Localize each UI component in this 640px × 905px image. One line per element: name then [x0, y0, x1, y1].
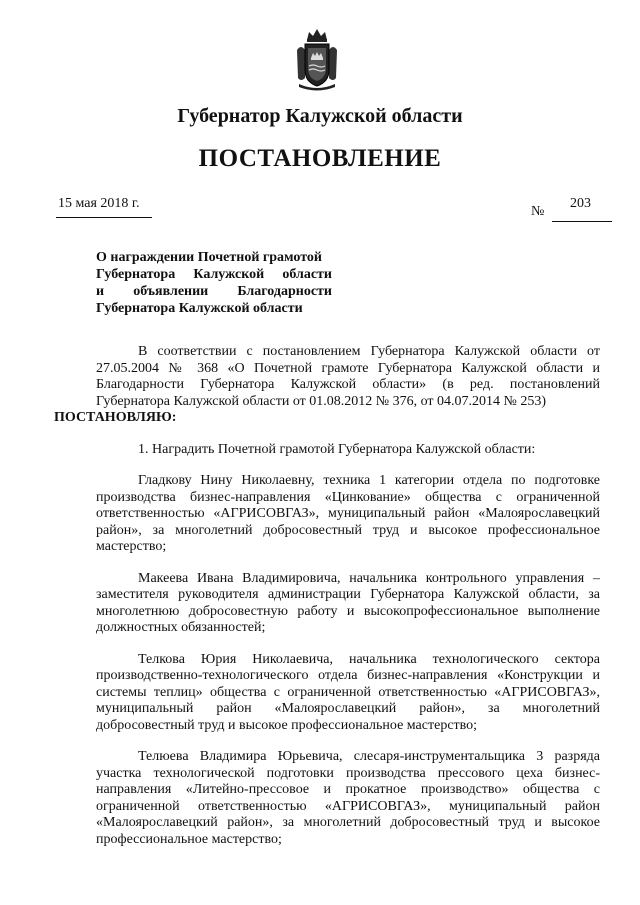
number-sign: №: [531, 204, 545, 219]
subject-line: Губернатора Калужской области: [96, 267, 332, 282]
preamble-text: В соответствии с постановлением Губернатора Калужской области от 27.05.2004 № 368 «О Почетной грамоте Губернатора Калужской области и Благодарности Губернатора Калужской области» (в ред. постановлений Губернатора Калужской области от 01.08.2012 № 376, от 04.07.2014 № 253): [96, 344, 600, 409]
awardee-paragraph: Телюева Владимира Юрьевича, слесаря-инструментальщика 3 разряда участка технологической подготовки производства прессового цеха бизнес-направления «Литейно-прессовое и прокатное производство» общества с ограниченной ответственностью «АГРИСОВГАЗ», муниципальный район «Малоярославецкий район», за многолетний добросовестный труд и высокое профессиональное мастерство;: [96, 749, 600, 847]
document-type: ПОСТАНОВЛЕНИЕ: [198, 145, 442, 172]
coat-of-arms-icon: [295, 26, 339, 92]
document-number: 203: [570, 196, 591, 211]
awardee-paragraph: Макеева Ивана Владимировича, начальника контрольного управления – заместителя руководителя администрации Губернатора Калужской области, за многолетнюю добросовестную работу и высокопрофессиональное выполнение должностных обязанностей;: [96, 570, 600, 635]
awardee-paragraph: Телкова Юрия Николаевича, начальника технологического сектора производственно-технологического отдела бизнес-направления «Конструкции и системы теплиц» общества с ограниченной ответственностью «АГРИСОВГАЗ», муниципальный район «Малоярославецкий район», за многолетний добросовестный труд и высокое профессиональное мастерство;: [96, 651, 600, 733]
preamble-paragraph: [54, 344, 600, 427]
authority-title: Губернатор Калужской области: [177, 105, 463, 127]
document-date: 15 мая 2018 г.: [58, 196, 140, 211]
subject-line: и объявлении Благодарности: [96, 284, 332, 299]
subject-line: О награждении Почетной грамотой: [96, 250, 322, 265]
decree-word: ПОСТАНОВЛЯЮ:: [54, 410, 177, 425]
item-paragraph: 1. Наградить Почетной грамотой Губернатора Калужской области:: [138, 441, 536, 457]
date-underline: [56, 217, 152, 218]
document-body: [54, 344, 600, 848]
number-underline: [552, 221, 612, 222]
awardee-paragraph: Гладкову Нину Николаевну, техника 1 категории отдела по подготовке производства бизнес-направления «Цинкование» общества с ограниченной ответственностью «АГРИСОВГАЗ», муниципальный район «Малоярославецкий район», за многолетний добросовестный труд и высокое профессиональное мастерство;: [96, 473, 600, 554]
document-subject: [96, 249, 332, 317]
subject-line: Губернатора Калужской области: [96, 301, 303, 316]
